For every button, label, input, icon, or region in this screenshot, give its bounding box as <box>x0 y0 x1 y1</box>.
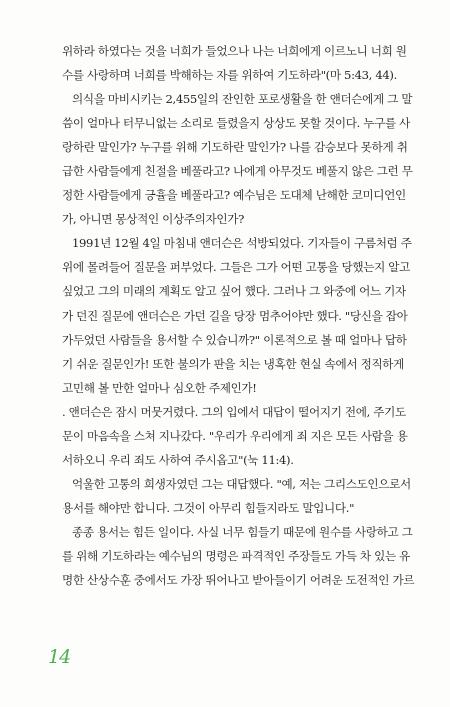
text-line: 가 던진 질문에 앤더슨은 가던 길을 당장 멈추어야만 했다. "당신을 잡아 <box>62 308 408 323</box>
text-line: 싶었고 그의 미래의 계획도 알고 싶어 했다. 그러나 그 와중에 어느 기자 <box>62 284 406 299</box>
text-line: 명한 산상수훈 중에서도 가장 뛰어나고 받아들이기 어려운 도전적인 가르 <box>62 573 415 588</box>
text-line: 종종 용서는 힘든 일이다. 사실 너무 힘들기 때문에 원수를 사랑하고 그 <box>72 524 413 539</box>
page-number: 14 <box>48 646 71 668</box>
text-line: 문이 마음속을 스쳐 지나갔다. "우리가 우리에게 죄 지은 모든 사람을 용 <box>62 428 408 443</box>
text-line: 가, 아니면 몽상적인 이상주의자인가? <box>62 212 244 227</box>
text-line: 위에 몰려들어 질문을 퍼부었다. 그들은 그가 어떤 고통을 당했는지 알고 <box>62 260 410 275</box>
text-line: 씀이 얼마나 터무니없는 소리로 들렸을지 상상도 못할 것이다. 누구를 사 <box>62 116 410 131</box>
text-line: 억울한 고통의 희생자였던 그는 대답했다. "예, 저는 그리스도인으로서 <box>72 476 411 491</box>
text-line: 기 쉬운 질문인가! 또한 불의가 판을 치는 냉혹한 현실 속에서 정직하게 <box>62 356 404 371</box>
text-line: 를 위해 기도하라는 예수님의 명령은 파격적인 주장들도 가득 차 있는 유 <box>62 548 410 563</box>
text-line: . 앤더슨은 잠시 머뭇거렸다. 그의 입에서 대답이 떨어지기 전에, 주기도 <box>62 404 406 419</box>
text-line: 의식을 마비시키는 2,455일의 잔인한 포로생활을 한 앤더슨에게 그 말 <box>72 92 413 107</box>
text-line: 랑하란 말인가? 누구를 위해 기도하란 말인가? 나를 감승보다 못하게 취 <box>62 140 408 155</box>
text-line: 급한 사람들에게 친절을 베풀라고? 나에게 아무것도 베풀지 않은 그런 무 <box>62 164 413 179</box>
body-text <box>62 39 415 592</box>
text-line: 고민해 볼 만한 얼마나 심오한 주제인가! <box>62 380 257 395</box>
text-line: 서하오니 우리 죄도 사하여 주시옵고"(눅 11:4). <box>62 452 294 467</box>
text-line: 용서를 해야만 합니다. 그것이 아무리 힘들지라도 말입니다." <box>62 500 355 515</box>
text-line: 위하라 하였다는 것을 너희가 들었으나 나는 너희에게 이르노니 너희 원 <box>62 44 407 58</box>
text-line: 1991년 12월 4일 마침내 앤더슨은 석방되었다. 기자들이 구름처럼 주 <box>72 236 412 251</box>
text-line: 가두었던 사람들을 용서할 수 있습니까?" 이론적으로 볼 때 얼마나 답하 <box>62 332 407 347</box>
text-line: 수를 사랑하며 너희를 박해하는 자를 위하여 기도하라"(마 5:43, 44). <box>62 68 397 83</box>
text-line: 정한 사람들에게 긍휼을 베풀라고? 예수님은 도대체 난해한 코미디언인 <box>62 188 406 203</box>
